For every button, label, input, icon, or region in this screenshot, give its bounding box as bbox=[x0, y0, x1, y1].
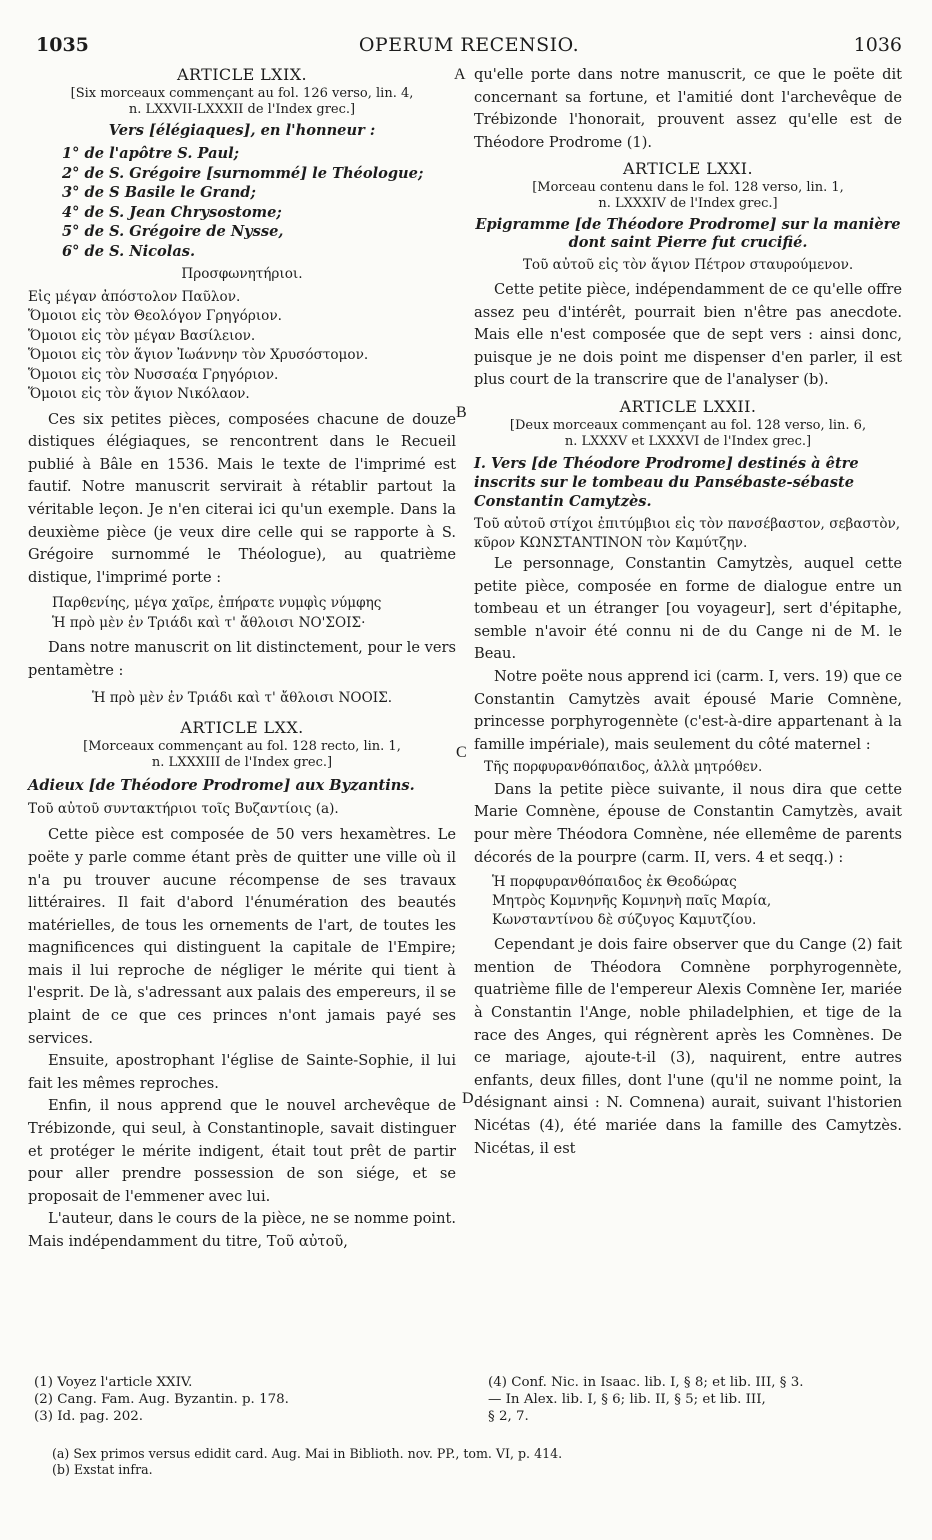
margin-letter-d: D bbox=[462, 1090, 474, 1107]
article-70-paragraph: L'auteur, dans le cours de la pièce, ne se nomme point. Mais indépendamment du titre, Τοῦ αὐτοῦ, bbox=[28, 1210, 456, 1250]
article-70-paragraph: Ensuite, apostrophant l'église de Sainte-Sophie, il lui fait les mêmes reproches. bbox=[28, 1052, 456, 1092]
article-71-title: ARTICLE LXXI. bbox=[623, 159, 753, 179]
greek-line: Εἰς μέγαν ἀπόστολον Παῦλον. bbox=[28, 288, 241, 305]
greek-block-line: Ἡ πορφυρανθόπαιδος ἐκ Θεοδώρας bbox=[492, 874, 737, 891]
left-column bbox=[28, 64, 456, 1254]
footnote: (4) Conf. Nic. in Isaac. lib. I, § 8; et lib. III, § 3. bbox=[488, 1375, 804, 1390]
page-number-right: 1036 bbox=[853, 34, 902, 56]
bottom-notes bbox=[52, 1446, 902, 1478]
greek-line: Ὅμοιοι εἰς τὸν μέγαν Βασίλειον. bbox=[28, 327, 256, 344]
margin-letter-c: C bbox=[456, 744, 467, 761]
continuation-paragraph: qu'elle porte dans notre manuscrit, ce que le poëte dit concernant sa fortune, et l'amitié dont l'archevêque de Trébizonde l'honorait, prouvent assez qu'elle est de Théodore Prodrome (1). bbox=[474, 66, 902, 151]
article-71-greek: Τοῦ αὐτοῦ εἰς τὸν ἅγιον Πέτρον σταυρούμενον. bbox=[522, 257, 854, 274]
footnote: (3) Id. pag. 202. bbox=[34, 1409, 144, 1424]
article-70-bracket-2: n. LXXXIII de l'Index grec.] bbox=[151, 755, 333, 771]
list-item: 5° de S. Grégoire de Nysse, bbox=[62, 223, 284, 240]
footnote: § 2, 7. bbox=[488, 1409, 529, 1424]
page-header bbox=[36, 34, 902, 58]
running-title: OPERUM RECENSIO. bbox=[358, 34, 580, 56]
article-69-subtitle: Vers [élégiaques], en l'honneur : bbox=[108, 122, 376, 139]
article-72-paragraph: Le personnage, Constantin Camytzès, auquel cette petite pièce, composée en forme de dialogue entre un tombeau et un étranger [ou voyageur], sert d'épitaphe, semble n'avoir été connu ni de du Cange ni de M. le Beau. bbox=[474, 554, 902, 663]
article-72-bracket-2: n. LXXXV et LXXXVI de l'Index grec.] bbox=[564, 433, 812, 449]
page-number-left: 1035 bbox=[36, 34, 89, 56]
list-item: 3° de S Basile le Grand; bbox=[62, 184, 256, 201]
greek-line: Ὅμοιοι εἰς τὸν ἅγιον Νικόλαον. bbox=[28, 386, 250, 403]
article-70-paragraph: Enfin, il nous apprend que le nouvel archevêque de Trébizonde, qui seul, à Constantinople, savait distinguer et protéger le mérite indigent, était tout prêt de partir pour aller prendre possession de son siége, et se proposait de l'emmener avec lui. bbox=[28, 1097, 456, 1205]
article-69-bracket-2: n. LXXVII-LXXXII de l'Index grec.] bbox=[128, 102, 356, 117]
greek-line: Ὅμοιοι εἰς τὸν Θεολόγον Γρηγόριον. bbox=[28, 308, 282, 325]
margin-letter-a: A bbox=[454, 66, 466, 83]
greek-verse-2: Ἡ πρὸ μὲν ἐν Τριάδι καὶ τ' ἄθλοισι ΝΟ'ΣΟΙΣ· bbox=[52, 615, 366, 632]
article-72-bracket-1: [Deux morceaux commençant au fol. 128 verso, lin. 6, bbox=[509, 417, 867, 433]
article-69-paragraph-2: Dans notre manuscrit on lit distinctement, pour le vers pentamètre : bbox=[28, 639, 456, 679]
article-69-title: ARTICLE LXIX. bbox=[177, 65, 307, 84]
article-71-subtitle-1: Epigramme [de Théodore Prodrome] sur la manière bbox=[475, 216, 901, 234]
right-column bbox=[474, 64, 902, 1160]
list-item: 6° de S. Nicolas. bbox=[62, 242, 196, 260]
greek-block-line: Κωνσταντίνου δὲ σύζυγος Καμυτζίου. bbox=[492, 912, 757, 929]
list-item: 1° de l'apôtre S. Paul; bbox=[62, 145, 240, 162]
footnotes-right bbox=[488, 1374, 902, 1425]
article-72-greek-2: Τῆς πορφυρανθόπαιδος, ἀλλὰ μητρόθεν. bbox=[484, 759, 763, 776]
list-item: 2° de S. Grégoire [surnommé] le Théologue; bbox=[62, 164, 424, 182]
greek-verse-1: Παρθενίης, μέγα χαῖρε, ἐπήρατε νυμφὶς νύμφης bbox=[52, 595, 382, 612]
editor-note: (a) Sex primos versus edidit card. Aug. Mai in Biblioth. nov. PP., tom. VI, p. 414. bbox=[52, 1446, 563, 1461]
footnote: (1) Voyez l'article XXIV. bbox=[34, 1375, 193, 1390]
footnote: (2) Cang. Fam. Aug. Byzantin. p. 178. bbox=[34, 1392, 289, 1407]
article-71-paragraph: Cette petite pièce, indépendamment de ce qu'elle offre assez peu d'intérêt, pourrait bien n'être pas anecdote. Mais elle n'est composée que de sept vers : ainsi donc, puisque je ne dois point me dispenser d'en parler, il est plus court de la transcrire que de l'analyser (b). bbox=[474, 280, 902, 389]
article-69-list bbox=[62, 144, 456, 261]
article-72-item-1: I. Vers [de Théodore Prodrome] destinés à être inscrits sur le tombeau du Pansébaste-sébaste Constantin Camytzès. bbox=[474, 454, 859, 510]
article-72-paragraph: Notre poëte nous apprend ici (carm. I, vers. 19) que ce Constantin Camytzès avait épousé Marie Comnène, princesse porphyrogennète (c'est-à-dire appartenant à la famille impériale), mais seulement du côté maternel : bbox=[474, 667, 902, 753]
greek-block-line: Μητρὸς Κομνηνῆς Κομνηνὴ παῖς Μαρία, bbox=[492, 893, 772, 910]
article-72-paragraph-3: Dans la petite pièce suivante, il nous dira que cette Marie Comnène, épouse de Constantin Camytzès, avait pour mère Théodora Comnène, née ellemême de parents décorés de la pourpre (carm. II, vers. 4 et seqq.) : bbox=[474, 780, 902, 866]
article-72-paragraph-4: Cependant je dois faire observer que du Cange (2) fait mention de Théodora Comnène porphyrogennète, quatrième fille de l'empereur Alexis Comnène Ier, mariée à Constantin l'Ange, noble philadelphien, et tige de la race des Anges, qui régnèrent après les Comnènes. De ce mariage, ajoute-t-il (3), naquirent, entre autres enfants, deux filles, dont l'une (qu'il ne nomme point, la désignant ainsi : N. Comnena) aurait, suivant l'historien Nicétas (4), été mariée dans la famille des Camytzès. Nicétas, il est bbox=[474, 936, 902, 1157]
greek-verse-3: Ἡ πρὸ μὲν ἐν Τριάδι καὶ τ' ἄθλοισι ΝΟΟΙΣ. bbox=[91, 689, 393, 706]
article-69-paragraph-1: Ces six petites pièces, composées chacune de douze distiques élégiaques, se rencontrent dans le Recueil publié à Bâle en 1536. Mais le texte de l'imprimé est fautif. Notre manuscrit servirait à rétablir partout la véritable leçon. Je n'en citerai ici qu'un exemple. Dans la deuxième pièce (je veux dire celle qui se rapporte à S. Grégoire surnommé le Théologue), au quatrième distique, l'imprimé porte : bbox=[28, 410, 456, 586]
article-70-paragraph: Cette pièce est composée de 50 vers hexamètres. Le poëte y parle comme étant près de quitter une ville où il n'a pu trouver aucune récompense de ses travaux littéraires. Il fait d'abord l'énumération des beautés matérielles, de tous les ornements de l'art, de toutes les magnificences qui distinguent la capitale de l'Empire; mais il lui reproche de négliger le mérite qui tient à l'esprit. De là, s'adressant aux palais des empereurs, il se plaint de ce que ces princes n'ont jamais payé ses services. bbox=[28, 826, 456, 1047]
article-70-greek: Τοῦ αὐτοῦ συντακτήριοι τοῖς Βυζαντίοις (a). bbox=[28, 800, 339, 817]
article-72-greek-1: Τοῦ αὐτοῦ στίχοι ἐπιτύμβιοι εἰς τὸν πανσέβαστον, σεβαστὸν, κῦρον ΚΩΝΣΤΑΝΤΙΝΟΝ τὸν Καμύτζην. bbox=[474, 515, 901, 551]
article-72-title: ARTICLE LXXII. bbox=[619, 396, 757, 416]
footnotes-left bbox=[34, 1374, 454, 1425]
article-71-subtitle-2: dont saint Pierre fut crucifié. bbox=[568, 234, 808, 252]
list-item: 4° de S. Jean Chrysostome; bbox=[62, 203, 282, 221]
margin-letter-b: B bbox=[456, 404, 467, 421]
greek-line: Ὅμοιοι εἰς τὸν Νυσσαέα Γρηγόριον. bbox=[28, 366, 279, 383]
article-71-bracket-2: n. LXXXIV de l'Index grec.] bbox=[598, 196, 778, 212]
greek-line: Ὅμοιοι εἰς τὸν ἅγιον Ἰωάννην τὸν Χρυσόστομον. bbox=[28, 347, 369, 364]
editor-note: (b) Exstat infra. bbox=[52, 1462, 153, 1477]
footnote: — In Alex. lib. I, § 6; lib. II, § 5; et lib. III, bbox=[488, 1392, 766, 1407]
article-71-bracket-1: [Morceau contenu dans le fol. 128 verso, lin. 1, bbox=[532, 180, 844, 196]
article-70-bracket-1: [Morceaux commençant au fol. 128 recto, lin. 1, bbox=[83, 739, 401, 755]
greek-heading: Προσφωνητήριοι. bbox=[181, 266, 303, 282]
article-70-subtitle: Adieux [de Théodore Prodrome] aux Byzantins. bbox=[28, 777, 415, 795]
article-69-bracket-1: [Six morceaux commençant au fol. 126 verso, lin. 4, bbox=[70, 86, 414, 101]
article-70-title: ARTICLE LXX. bbox=[180, 718, 304, 738]
